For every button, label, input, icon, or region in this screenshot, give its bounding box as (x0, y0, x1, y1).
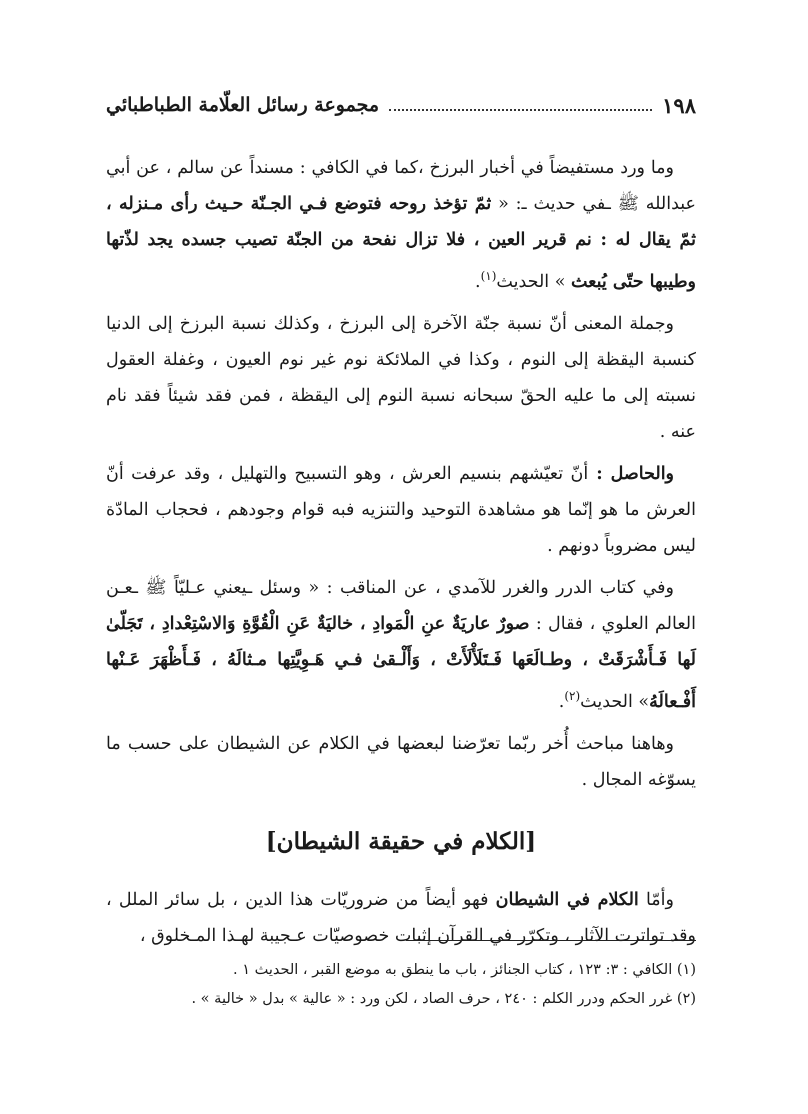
closing-bold: الكلام في الشيطان (495, 889, 639, 910)
page-number: ١٩٨ (662, 92, 696, 118)
footnote-separator (406, 940, 696, 941)
text: وفي كتاب الدرر والغرر للآمدي ، عن المناقب : « وسئل ـيعني عـليّاً ﷺ ـعـن العالم العلوي ، فقال : (106, 577, 696, 634)
paragraph (106, 306, 696, 450)
footnote-reference[interactable]: (٢) (564, 688, 581, 703)
book-title: مجموعة رسائل العلّامة الطباطبائي (106, 94, 380, 116)
footnotes (106, 956, 696, 1014)
text: وما ورد مستفيضاً في أخبار البرزخ ،كما في الكافي : مسنداً عن سالم ، عن أبي عبدالله ﷺ ـفي حديث ـ: « (106, 158, 696, 214)
text: وجملة المعنى أنّ نسبة جنّة الآخرة إلى البرزخ ، وكذلك نسبة البرزخ إلى الدنيا كنسبة اليقظة إلى النوم ، وكذا في الملائكة نوم غير نوم العيون ، وغفلة العقول نسبته إلى ما عليه الحقّ سبحانه نسبة النوم إلى اليقظة ، فمن فقد شيئاً فقد نام عنه . (106, 313, 696, 442)
text: أنّ تعيّشهم بنسيم العرش ، وهو التسبيح والتهليل ، وقد عرفت أنّ العرش ما هو إنّما هو مشاهدة التوحيد والتنزيه فبه قوام وجودهم ، فحجاب المادّة ليس مضروباً دونهم . (106, 463, 696, 556)
header-dot-leader (389, 99, 652, 111)
footnote: (٢) غرر الحكم ودرر الكلم : ٢٤٠ ، حرف الصاد ، لكن ورد : « عالية » بدل « خالية » . (191, 991, 696, 1007)
footnote: (١) الكافي : ٣: ١٢٣ ، كتاب الجنائز ، باب ما ينطق به موضع القبر ، الحديث ١ . (233, 962, 696, 978)
bold-text: والحاصل : (588, 463, 675, 484)
section-title: [الكلام في حقيقة الشيطان] (265, 827, 537, 855)
main-text (106, 150, 696, 960)
closing-lead: وأمّا (638, 889, 674, 910)
footnote-reference[interactable]: (١) (480, 269, 497, 283)
closing-paragraph (106, 882, 696, 954)
bold-text: صورٌ عاريَةٌ عنِ الْمَوادِ ، خاليَةٌ عَنِ الْقُوَّةِ وَالاسْتِعْدادِ ، تَجَلّىٰ لَها فَـأَشْرَقَتْ ، وطـالَعَها فَـتَلَأْلَأَتْ ، وَأَلْـقىٰ فـي هَـوِيَّتِها مـثالَهُ ، فَـأَظْهَرَ عَـنْها أَفْـعالَهُ (106, 613, 696, 712)
text: » الحديث (580, 691, 650, 712)
text: » الحديث (496, 271, 571, 292)
closing-rest: فهو أيضاً من ضروريّات هذا الدين ، بل سائر الملل ، وقد تواترت الآثار ، وتكرّر في القرآن إثبات خصوصيّات عـجيبة لهـذا المـخلوق ، (106, 889, 696, 946)
paragraph (106, 726, 696, 798)
bold-text: ثمّ تؤخذ روحه فتوضع فـي الجـنّة حـيث رأى مـنزله ، ثمّ يقال له : نم قرير العين ، فلا تزال نفحة من الجنّة تصيب جسده يجد لذّتها وطيبها حتّى يُبعث (106, 194, 696, 292)
paragraph: وفي كتاب الدرر والغرر للآمدي ، عن المناقب : « وسئل ـيعني عـليّاً ﷺ ـعـن العالم العلوي ، فقال : صورٌ عاريَةٌ عنِ الْمَوادِ ، خاليَةٌ عَنِ الْقُوَّةِ وَالاسْتِعْدادِ ، تَجَلّىٰ لَها فَـأَشْرَقَتْ ، وطـالَعَها فَـتَلَأْلَأَتْ ، وَأَلْـقىٰ فـي هَـوِيَّتِها مـثالَهُ ، فَـأَظْهَرَ عَـنْها أَفْـعالَهُ» الحديث$^{(٢)}$. (106, 577, 696, 712)
running-header (106, 88, 696, 122)
paragraph (106, 456, 696, 564)
text: وهاهنا مباحث أُخر ربّما تعرّضنا لبعضها في الكلام عن الشيطان على حسب ما يسوّغه المجال . (106, 733, 696, 790)
paragraph: وما ورد مستفيضاً في أخبار البرزخ ،كما في الكافي : مسنداً عن سالم ، عن أبي عبدالله ﷺ ـفي حديث ـ: « ثمّ تؤخذ روحه فتوضع فـي الجـنّة حـيث رأى مـنزله ، ثمّ يقال له : نم قرير العين ، فلا تزال نفحة من الجنّة تصيب جسده يجد لذّتها وطيبها حتّى يُبعث » الحديث$^{(١)}$. (106, 158, 696, 292)
